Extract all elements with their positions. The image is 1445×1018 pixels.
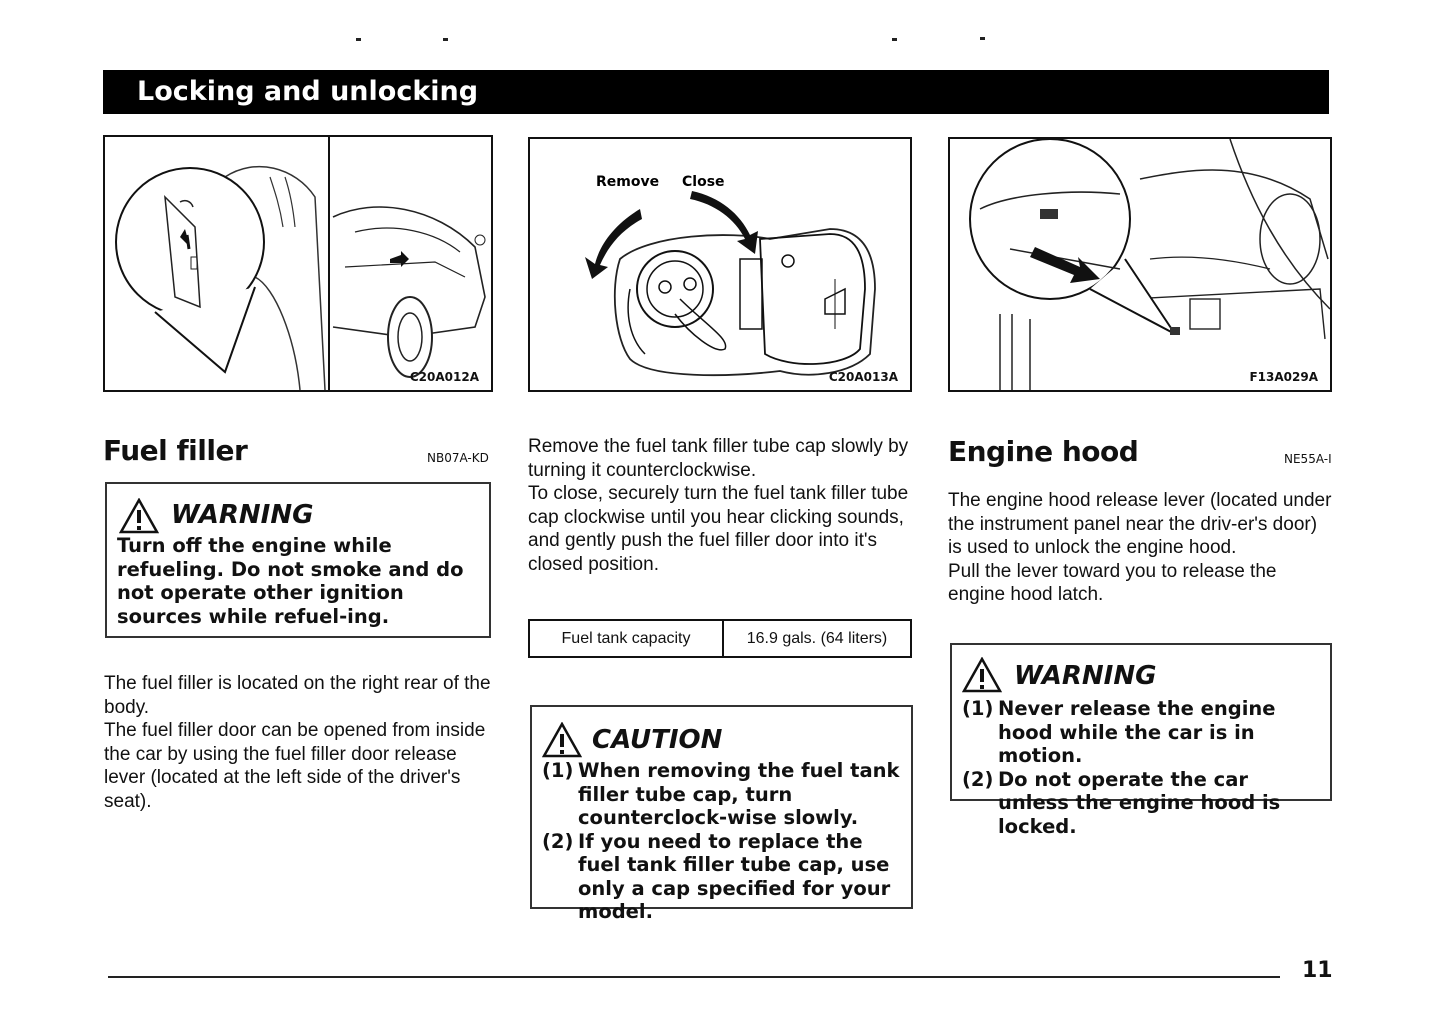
figure-code: C20A012A <box>409 370 479 384</box>
scan-speck <box>980 37 985 40</box>
warning-triangle-icon <box>119 498 159 534</box>
fuel-cap-illustration <box>530 139 910 390</box>
paragraph: Pull the lever toward you to release the engine hood latch. <box>948 560 1277 605</box>
engine-hood-code: NE55A-I <box>1284 452 1332 466</box>
list-item: (1) Never release the engine hood while the car is in motion. <box>962 697 1276 767</box>
remove-label: Remove <box>596 174 660 190</box>
warning-triangle-icon <box>962 657 1002 693</box>
hood-release-illustration <box>950 139 1330 390</box>
fuel-filler-warning-box <box>105 482 491 638</box>
caution-triangle-icon <box>542 722 582 758</box>
page-number: 11 <box>1302 958 1333 983</box>
warning-list <box>962 697 1324 838</box>
figure-fuel-door-release <box>103 135 493 392</box>
list-item: (2) If you need to replace the fuel tank filler tube cap, use only a cap specified for your model. <box>542 829 891 923</box>
paragraph: The fuel filler is located on the right rear of the body. <box>104 673 491 718</box>
scan-speck <box>443 38 448 41</box>
warning-title: WARNING <box>1014 661 1157 691</box>
list-item: (1) When removing the fuel tank filler tube cap, turn counterclock-wise slowly. <box>542 759 900 829</box>
fuel-cap-body <box>528 435 916 576</box>
list-item: (2) Do not operate the car unless the engine hood is locked. <box>962 767 1281 838</box>
figure-code: C20A013A <box>828 370 898 384</box>
fuel-filler-code: NB07A-KD <box>427 451 489 465</box>
fuel-door-illustration <box>105 137 491 390</box>
scan-speck <box>356 38 361 41</box>
capacity-label: Fuel tank capacity <box>530 621 724 656</box>
paragraph: The fuel filler door can be opened from inside the car by using the fuel filler door release lever (located at the left side of the driver's seat). <box>104 720 486 812</box>
figure-hood-release <box>948 137 1332 392</box>
section-title: Locking and unlocking <box>137 76 479 107</box>
close-label: Close <box>682 174 725 190</box>
fuel-filler-heading: Fuel filler <box>103 434 248 467</box>
warning-title: WARNING <box>171 500 314 530</box>
engine-hood-warning-box <box>950 643 1332 838</box>
engine-hood-body <box>948 489 1336 607</box>
capacity-value: 16.9 gals. (64 liters) <box>746 629 888 647</box>
paragraph: Remove the fuel tank filler tube cap slowly by turning it counterclockwise. <box>528 436 909 481</box>
caution-list <box>542 759 902 924</box>
paragraph: The engine hood release lever (located under the instrument panel near the driv-er's door) is used to unlock the engine hood. <box>948 490 1332 558</box>
warning-text: Turn off the engine while refueling. Do not smoke and do not operate other ignition sources while refuel-ing. <box>117 534 464 628</box>
caution-box <box>530 705 913 923</box>
figure-code: F13A029A <box>1249 370 1318 384</box>
footer-rule <box>108 976 1280 978</box>
fuel-filler-body <box>104 672 496 813</box>
fuel-capacity-table <box>528 619 912 658</box>
section-banner <box>103 70 1329 114</box>
scan-speck <box>892 38 897 41</box>
engine-hood-heading: Engine hood <box>948 435 1139 468</box>
caution-title: CAUTION <box>592 725 723 755</box>
figure-fuel-cap <box>528 137 912 392</box>
paragraph: To close, securely turn the fuel tank filler tube cap clockwise until you hear clicking sounds, and gently push the fuel filler door into it's closed position. <box>528 483 909 575</box>
